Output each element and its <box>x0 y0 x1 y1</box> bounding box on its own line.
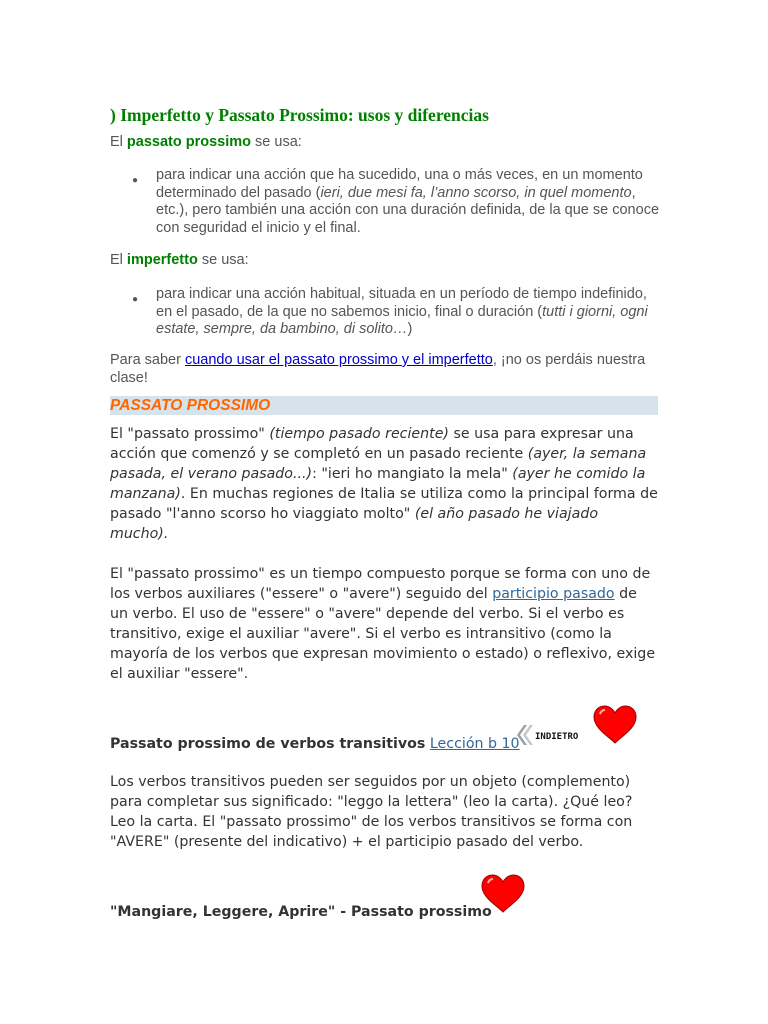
intro-suffix: se usa: <box>197 252 249 268</box>
heart-icon <box>480 874 526 914</box>
text-part: se usa para expresar una acción que comenzó y se completó en un pasado reciente <box>110 426 634 462</box>
para-saber <box>110 352 658 387</box>
participio-link[interactable]: participio pasado <box>492 586 615 602</box>
bullet-italic-examples: ieri, due mesi fa, l’anno scorso, in quel momento <box>320 184 632 201</box>
bullet-text-part: ) <box>407 321 413 337</box>
passato-term: passato prossimo <box>126 134 252 150</box>
intro-suffix: se usa: <box>251 134 302 150</box>
intro-prefix: El <box>110 252 127 268</box>
italic-part: (el año pasado he viajado mucho). <box>110 506 598 542</box>
text-part: El "passato prossimo" es un tiempo compuesto porque se forma con uno de los verbos auxiliares ("essere" o "avere") seguido del <box>110 566 651 602</box>
text-part: de un verbo. El uso de "essere" o "avere" depende del verbo. Si el verbo es transitivo, exige el auxiliar "avere". Si el verbo es intransitivo (como la mayoría de los verbos que expresan movimiento o estado) o reflexivo, exige el auxiliar "essere". <box>110 586 656 682</box>
bullet-dot-icon: ● <box>132 294 139 305</box>
passato-intro <box>110 134 302 150</box>
leccion-link[interactable]: Lección b 10 <box>429 736 520 752</box>
bullet-dot-icon: ● <box>132 175 139 186</box>
imperfetto-term: imperfetto <box>126 252 198 268</box>
para-saber-prefix: Para saber <box>110 352 185 368</box>
bullet-text-part: para indicar una acción que ha sucedido, una o más veces, en un momento determinado del pasado ( <box>156 167 643 201</box>
bullet-text-part: para indicar una acción habitual, situada en un período de tiempo indefinido, en el pasado, de la que no sabemos inicio, final o duración ( <box>156 286 647 320</box>
passato-description <box>110 424 658 544</box>
italic-part: (ayer he comido la manzana) <box>110 466 646 502</box>
bullet-text-part: , etc.), pero también una acción con una duración definida, de la que se conoce con seguridad el inicio y el final. <box>156 184 660 236</box>
italic-part: (tiempo pasado reciente) <box>269 426 449 442</box>
transitive-subheading-title: Passato prossimo de verbos transitivos <box>110 736 426 752</box>
page-title: ) Imperfetto y Passato Prossimo: usos y diferencias <box>110 105 489 125</box>
indietro-back-icon[interactable] <box>514 722 594 748</box>
italic-part: (ayer, la semana pasada, el verano pasado...) <box>110 446 647 482</box>
mangiare-subheading <box>110 902 492 922</box>
text-part: : "ieri ho mangiato la mela" <box>312 466 513 482</box>
text-part: El "passato prossimo" <box>110 426 270 442</box>
section-title: PASSATO PROSSIMO <box>110 397 271 414</box>
transitive-subheading <box>110 734 530 754</box>
bullet-text <box>156 167 660 237</box>
clase-link[interactable]: cuando usar el passato prossimo y el imperfetto <box>184 352 493 368</box>
text-part: . En muchas regiones de Italia se utiliza como la principal forma de pasado "l'anno scorso ho viaggiato molto" <box>110 486 658 522</box>
intro-prefix: El <box>110 134 127 150</box>
heart-icon <box>592 705 638 745</box>
mangiare-subheading-title: "Mangiare, Leggere, Aprire" - Passato prossimo <box>110 904 492 920</box>
passato-compound-description <box>110 564 658 684</box>
bullet-text <box>156 286 660 339</box>
imperfetto-intro <box>110 252 249 268</box>
bullet-italic-examples: tutti i giorni, ogni estate, sempre, da bambino, di solito… <box>156 303 648 337</box>
imperfetto-bullet <box>130 286 660 339</box>
transitive-description: Los verbos transitivos pueden ser seguidos por un objeto (complemento) para completar sus significado: "leggo la lettera" (leo la carta). ¿Qué leo? Leo la carta. El "passato prossimo" de los verbos transitivos se forma con "AVERE" (presente del indicativo) + el participio pasado del verbo. <box>110 774 633 850</box>
para-saber-suffix: , ¡no os perdáis nuestra clase! <box>110 352 646 386</box>
passato-bullet <box>130 167 660 237</box>
section-header-bar <box>110 396 658 415</box>
indietro-label: INDIETRO <box>535 732 579 742</box>
